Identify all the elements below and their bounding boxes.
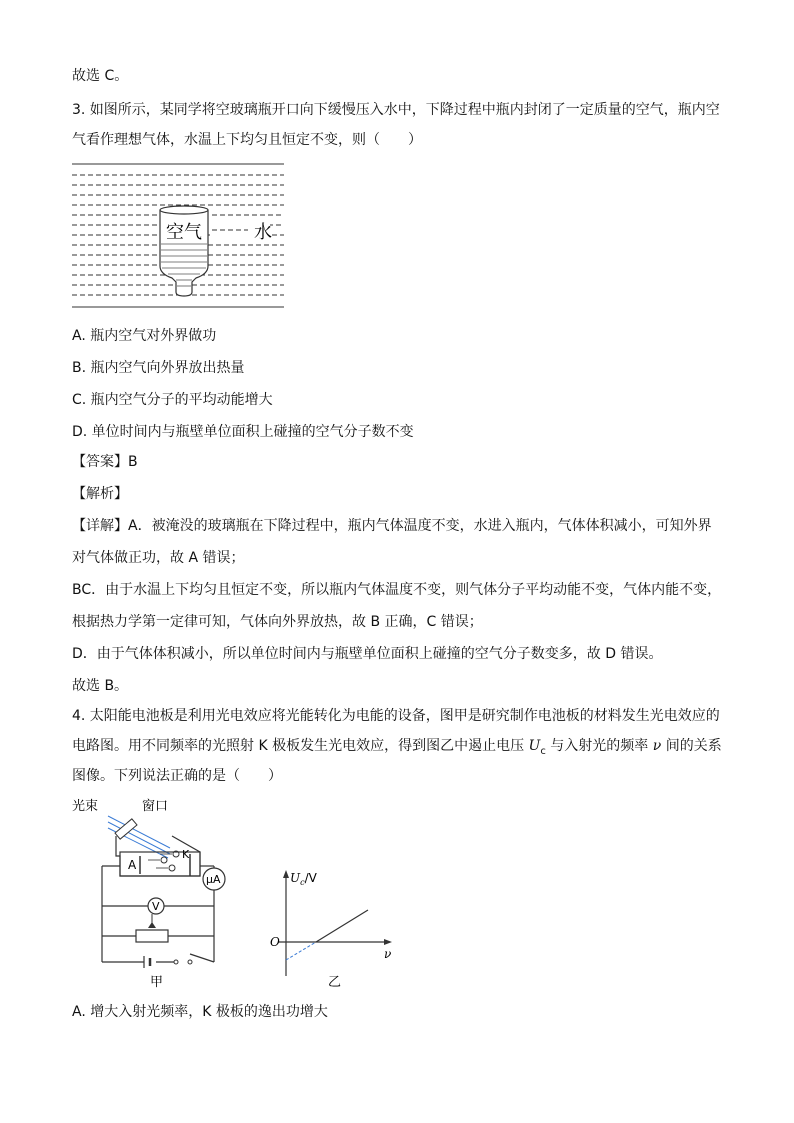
window-label: 窗口 xyxy=(142,799,169,814)
stem-part: 与入射光的频率 xyxy=(545,738,653,754)
detail-text: BC．由于水温上下均匀且恒定不变，所以瓶内气体温度不变，则气体分子平均动能不变，气体内能不变， xyxy=(72,582,722,598)
detail-text: 根据热力学第一定律可知，气体向外界放热，故 B 正确，C 错误； xyxy=(72,614,483,630)
voltage-symbol: U xyxy=(528,738,541,754)
x-axis-label: ν xyxy=(384,947,392,961)
answer-label: 【答案】B xyxy=(72,454,138,470)
stem-part: 间的关系 xyxy=(661,738,722,754)
figure-stopping-voltage-graph xyxy=(268,866,398,992)
microammeter-label: μA xyxy=(206,873,221,886)
question-4-stem xyxy=(72,736,722,762)
option-b: B. 瓶内空气向外界放出热量 xyxy=(72,360,245,376)
air-label: 空气 xyxy=(166,222,202,243)
y-axis-unit: /V xyxy=(304,871,317,885)
figure-yi-label: 乙 xyxy=(328,975,342,990)
water-label: 水 xyxy=(254,222,272,243)
beam-label: 光束 xyxy=(72,799,99,814)
stem-part: 电路图。用不同频率的光照射 K 极板发生光电效应，得到图乙中遏止电压 xyxy=(72,738,529,754)
detail-text: D．由于气体体积减小，所以单位时间内与瓶壁单位面积上碰撞的空气分子数变多，故 D 错误。 xyxy=(72,646,663,662)
voltage-subscript: c xyxy=(540,745,546,757)
detail-text: 对气体做正功，故 A 错误； xyxy=(72,550,245,566)
detail-text: 【详解】A．被淹没的玻璃瓶在下降过程中，瓶内气体温度不变，水进入瓶内，气体体积减小，可知外界 xyxy=(72,518,712,534)
question-3-stem: 气看作理想气体，水温上下均匀且恒定不变，则（ ） xyxy=(72,132,422,148)
cathode-label: K xyxy=(182,848,190,861)
frequency-symbol: ν xyxy=(652,738,662,754)
text-line: 故选 B。 xyxy=(72,678,129,694)
figure-jia-label: 甲 xyxy=(150,975,164,990)
origin-label: O xyxy=(270,935,280,949)
figure-bottle-in-water xyxy=(72,158,292,316)
analysis-heading: 【解析】 xyxy=(72,486,128,502)
voltmeter-label: V xyxy=(152,900,160,913)
question-3-stem: 3. 如图所示，某同学将空玻璃瓶开口向下缓慢压入水中，下降过程中瓶内封闭了一定质量的空气，瓶内空 xyxy=(72,102,720,118)
anode-label: A xyxy=(128,858,137,872)
y-axis-symbol: U xyxy=(290,871,301,885)
question-4-stem: 4. 太阳能电池板是利用光电效应将光能转化为电能的设备，图甲是研究制作电池板的材料发生光电效应的 xyxy=(72,708,720,724)
option-d: D. 单位时间内与瓶壁单位面积上碰撞的空气分子数不变 xyxy=(72,424,414,440)
question-4-stem: 图像。下列说法正确的是（ ） xyxy=(72,768,282,784)
y-axis-subscript: c xyxy=(300,878,305,887)
option-a: A. 增大入射光频率，K 极板的逸出功增大 xyxy=(72,1004,328,1020)
option-c: C. 瓶内空气分子的平均动能增大 xyxy=(72,392,273,408)
figure-circuit xyxy=(72,796,242,992)
text-line: 故选 C。 xyxy=(72,68,129,84)
option-a: A. 瓶内空气对外界做功 xyxy=(72,328,217,344)
svg-text:Uc/V xyxy=(290,871,318,887)
